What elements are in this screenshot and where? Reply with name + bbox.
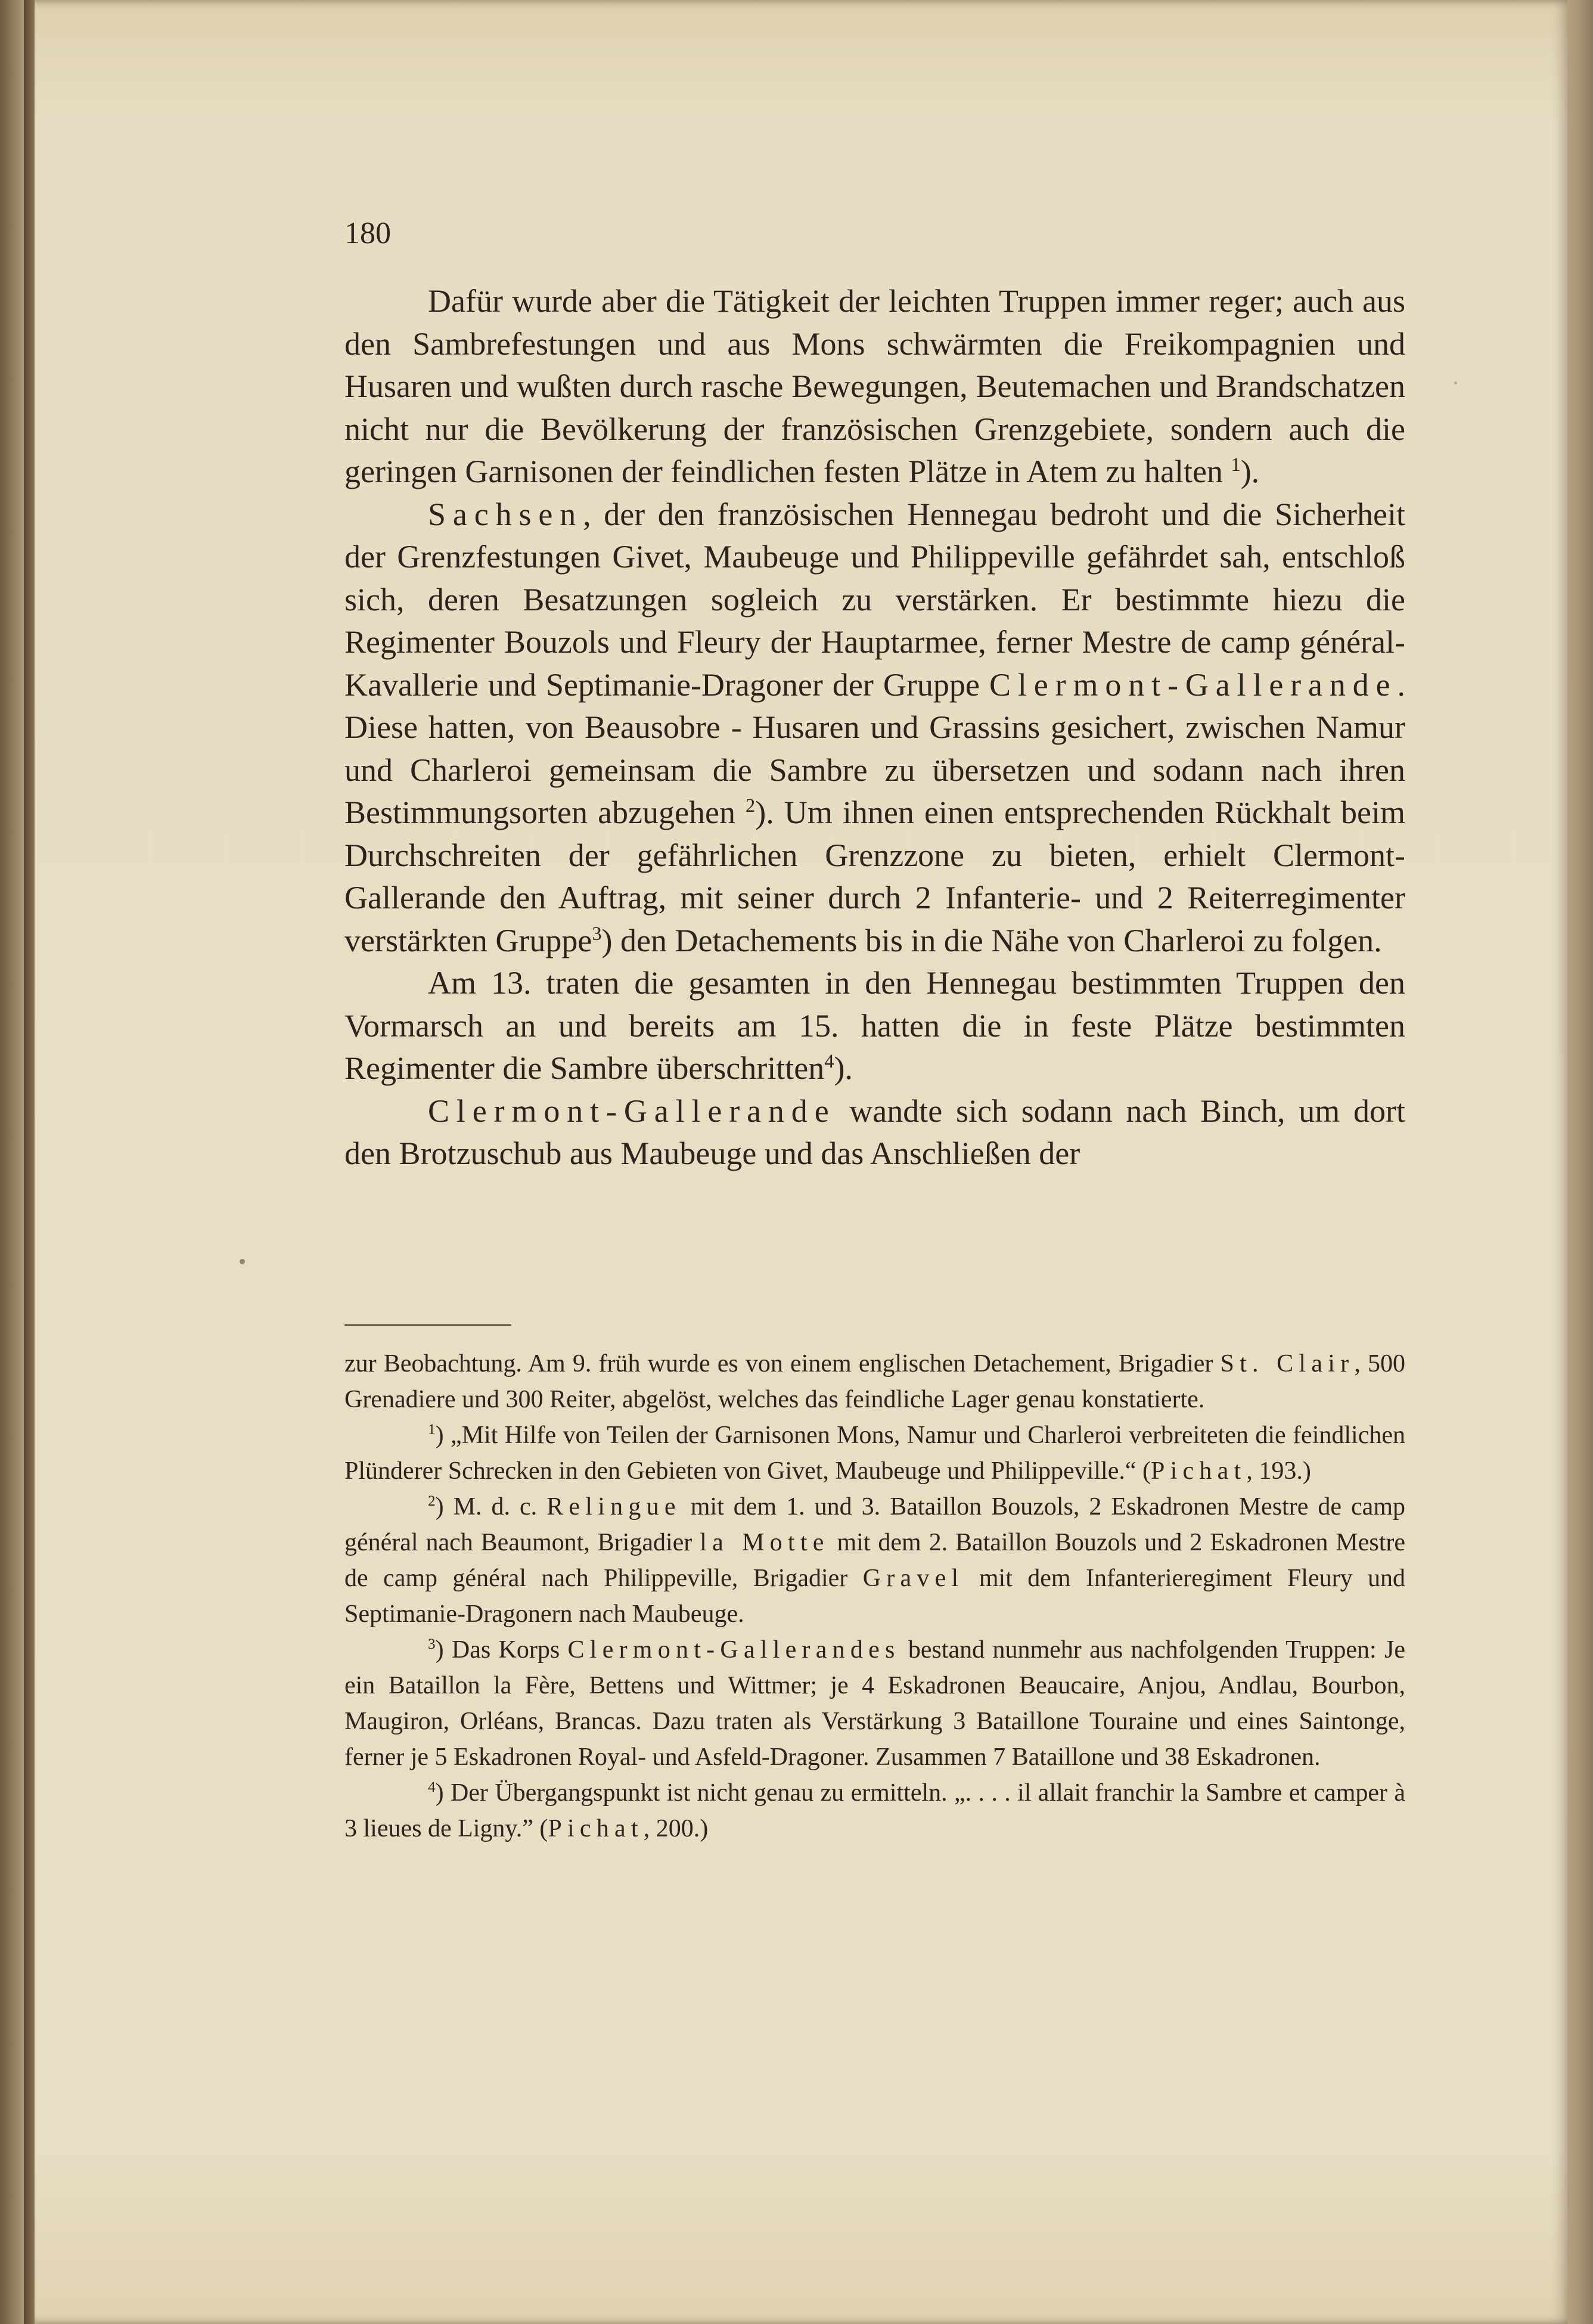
spaced-name: St. Clair [1220, 1350, 1355, 1377]
spaced-name: Clermont-Gallerande [428, 1093, 836, 1129]
footnote-4 [344, 1632, 1405, 1775]
paper-speck [1454, 381, 1457, 384]
spaced-name: la Motte [700, 1529, 830, 1556]
footnote-ref: 3 [428, 1636, 436, 1652]
paragraph-3 [344, 962, 1405, 1090]
text-run: , der den französischen Hennegau bedroht und die Sicherheit der Grenzfestungen Givet, Maubeuge und Philippeville gefährdet sah, entschloß sich, deren Besatzungen sogleich zu verstärken. Er bestimmte hiezu die Regimenter Bouzols und Fleury der Hauptarmee, ferner Mestre de camp général-Kavallerie und Septimanie-Dragoner der Gruppe [344, 496, 1405, 703]
text-run: ). [1240, 454, 1260, 489]
text-run: ) M. d. c. [435, 1493, 547, 1521]
text-run: ). [834, 1050, 853, 1086]
spaced-name: Pichat [548, 1815, 644, 1842]
footnote-ref: 1 [428, 1422, 436, 1438]
footnote-ref: 2 [746, 795, 756, 817]
footnote-1 [344, 1346, 1405, 1417]
text-run: ) Das Korps [435, 1636, 568, 1664]
text-run: , 193.) [1246, 1457, 1311, 1485]
footnote-ref: 3 [592, 923, 602, 945]
text-run: mit dem 1. und 3. Bataillon Bouzols, 2 Eskadronen Mestre de camp général nach Beaumont, Brigadier [344, 1493, 1405, 1556]
footnote-ref: 2 [428, 1493, 436, 1509]
paper-speck [240, 1259, 245, 1264]
text-run: ). Um ihnen einen entsprechenden Rückhalt beim Durchschreiten der gefährlichen Grenzzone zu bieten, erhielt Clermont-Gallerande den Auftrag, mit seiner durch 2 Infanterie- und 2 Reiterregimenter verstärkten Gruppe [344, 795, 1405, 958]
footnote-ref: 4 [824, 1051, 834, 1072]
page-number: 180 [344, 216, 391, 250]
spaced-name: Relingue [546, 1493, 681, 1521]
spaced-name: Sachsen [428, 496, 583, 532]
text-run: mit dem Infanterieregiment Fleury und Septimanie-Dragonern nach Maubeuge. [344, 1565, 1405, 1628]
paragraph-1 [344, 280, 1405, 494]
footnote-5 [344, 1775, 1405, 1847]
book-spine-edge [24, 0, 35, 2324]
spaced-name: Pichat [1150, 1457, 1247, 1485]
footnote-3 [344, 1489, 1405, 1632]
spaced-name: Clermont-Gallerandes [567, 1636, 900, 1664]
text-run: ) den Detachements bis in die Nähe von Charleroi zu folgen. [601, 922, 1382, 958]
footnotes [344, 1346, 1405, 1847]
paragraph-4 [344, 1090, 1405, 1175]
main-text [344, 280, 1405, 1175]
spaced-name: Gravel [862, 1565, 964, 1592]
text-run: ) Der Übergangspunkt ist nicht genau zu ermitteln. „. . . . il allait franchir la Sambre et camper à 3 lieues de Ligny.” ( [344, 1779, 1405, 1842]
text-run: zur Beobachtung. Am 9. früh wurde es von einem englischen Detachement, Brigadier [344, 1350, 1221, 1377]
text-run: wandte sich sodann nach Binch, um dort den Brotzuschub aus Maubeuge und das Anschließen der [344, 1093, 1405, 1171]
text-run: ) „Mit Hilfe von Teilen der Garnisonen Mons, Namur und Charleroi verbreiteten die feindlichen Plünderer Schrecken in den Gebieten von Givet, Maubeuge und Philippeville.“ ( [344, 1422, 1405, 1485]
text-run: . Diese hatten, von Beausobre - Husaren und Grassins gesichert, zwischen Namur und Charleroi gemeinsam die Sambre zu übersetzen und sodann nach ihren Bestimmungsorten abzugehen [344, 666, 1405, 830]
footnote-separator [344, 1324, 511, 1326]
footnote-2 [344, 1417, 1405, 1489]
text-run: bestand nunmehr aus nachfolgenden Truppen: Je ein Bataillon la Fère, Bettens und Wittmer; je 4 Eskadronen Beaucaire, Anjou, Andlau, Bourbon, Maugiron, Orléans, Brancas. Dazu traten als Verstärkung 3 Bataillone Touraine und eines Saintonge, ferner je 5 Eskadronen Royal- und Asfeld-Dragoner. Zusammen 7 Bataillone und 38 Eskadronen. [344, 1636, 1405, 1771]
footnote-ref: 1 [1231, 454, 1241, 476]
text-run: , 200.) [643, 1815, 709, 1842]
paragraph-2 [344, 494, 1405, 963]
footnote-ref: 4 [428, 1779, 436, 1795]
text-run: Am 13. traten die gesamten in den Hennegau bestimmten Truppen den Vormarsch an und bereits am 15. hatten die in feste Plätze bestimmten Regimenter die Sambre überschritten [344, 965, 1405, 1086]
text-run: , 500 Grenadiere und 300 Reiter, abgelöst, welches das feindliche Lager genau konstatierte. [344, 1350, 1406, 1413]
text-run: Dafür wurde aber die Tätigkeit der leichten Truppen immer reger; auch aus den Sambrefestungen und aus Mons schwärmten die Freikompagnien und Husaren und wußten durch rasche Bewegungen, Beutemachen und Brandschatzen nicht nur die Bevölkerung der französischen Grenzgebiete, sondern auch die geringen Garnisonen der feindlichen festen Plätze in Atem zu halten [344, 283, 1405, 489]
spaced-name: Clermont-Gallerande [989, 666, 1398, 703]
text-run: mit dem 2. Bataillon Bouzols und 2 Eskadronen Mestre de camp général nach Philippeville, Brigadier [344, 1529, 1405, 1592]
